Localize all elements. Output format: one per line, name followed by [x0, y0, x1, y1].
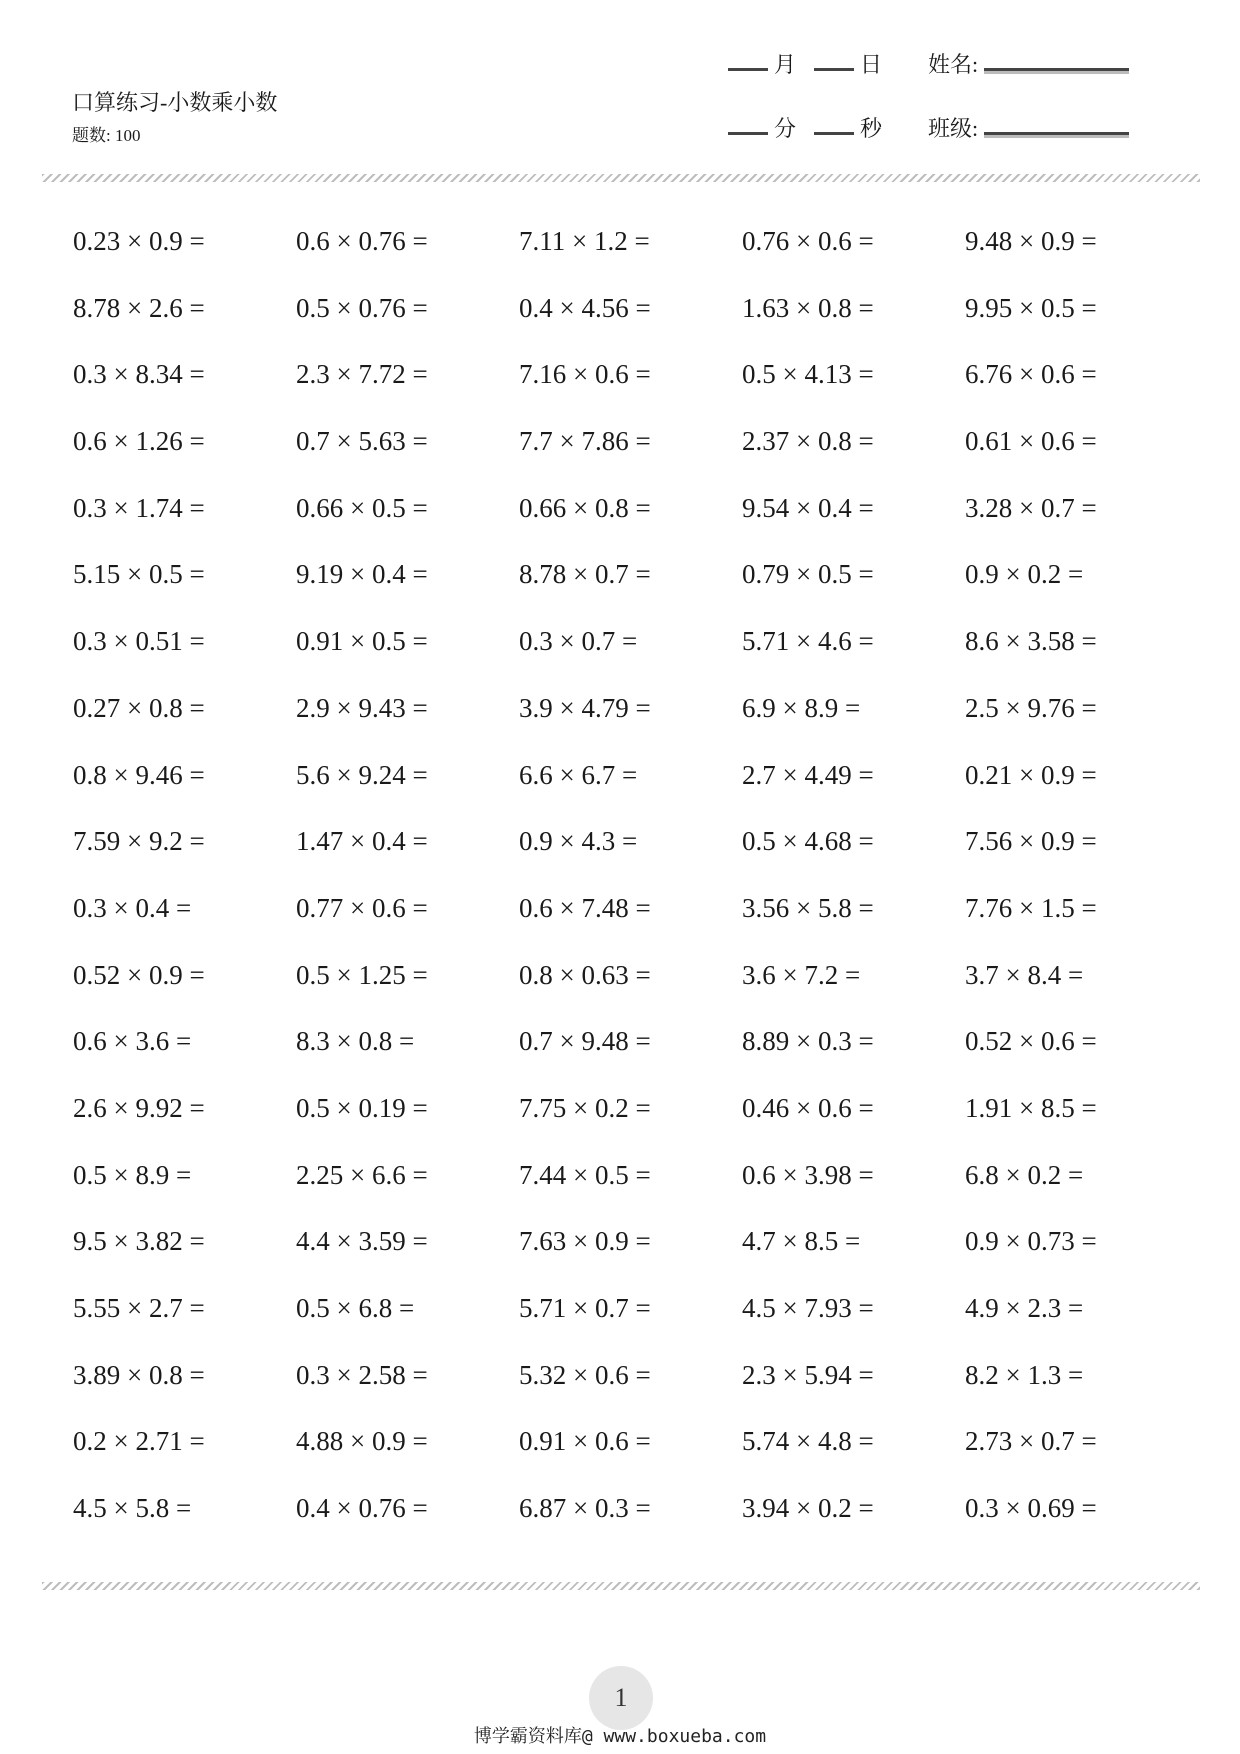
problem-item: 2.73 × 0.7 = — [965, 1426, 1097, 1457]
problem-item: 4.5 × 5.8 = — [73, 1493, 192, 1524]
problem-item: 0.4 × 4.56 = — [519, 292, 651, 323]
date-field[interactable] — [728, 48, 900, 79]
problem-item: 3.28 × 0.7 = — [965, 492, 1097, 523]
problem-row — [73, 1360, 1188, 1427]
problem-item: 2.3 × 7.72 = — [296, 359, 428, 390]
problem-item: 0.3 × 0.7 = — [519, 626, 638, 657]
problem-item: 0.6 × 3.6 = — [73, 1026, 192, 1057]
problem-row — [73, 293, 1188, 360]
problem-item: 2.9 × 9.43 = — [296, 692, 428, 723]
name-label: 姓名: — [928, 52, 979, 77]
problem-item: 9.48 × 0.9 = — [965, 226, 1097, 256]
problem-item: 6.9 × 8.9 = — [742, 692, 861, 723]
problem-item: 0.7 × 5.63 = — [296, 426, 428, 457]
month-blank[interactable] — [728, 67, 768, 71]
problem-item: 0.6 × 0.76 = — [296, 226, 428, 256]
problem-item: 5.55 × 2.7 = — [73, 1293, 205, 1323]
class-field[interactable] — [928, 112, 1129, 143]
problem-item: 0.3 × 0.69 = — [965, 1493, 1097, 1524]
class-blank[interactable] — [984, 131, 1129, 135]
problem-item: 4.88 × 0.9 = — [296, 1426, 428, 1457]
problem-item: 0.52 × 0.6 = — [965, 1026, 1097, 1057]
problem-item: 3.9 × 4.79 = — [519, 692, 651, 723]
problem-row — [73, 893, 1188, 960]
problem-item: 0.23 × 0.9 = — [73, 226, 205, 256]
problem-item: 4.7 × 8.5 = — [742, 1226, 861, 1257]
problem-item: 0.91 × 0.5 = — [296, 626, 428, 657]
bottom-divider — [42, 1582, 1200, 1590]
problem-item: 7.7 × 7.86 = — [519, 426, 651, 457]
minute-label: 分 — [774, 116, 797, 141]
problem-item: 0.79 × 0.5 = — [742, 559, 874, 590]
problem-item: 7.75 × 0.2 = — [519, 1092, 651, 1123]
problem-item: 3.56 × 5.8 = — [742, 892, 874, 923]
problem-item: 0.61 × 0.6 = — [965, 426, 1097, 457]
problem-row — [73, 559, 1188, 626]
problem-row — [73, 426, 1188, 493]
top-divider — [42, 174, 1200, 182]
problem-item: 0.3 × 8.34 = — [73, 359, 205, 390]
problem-item: 0.5 × 4.68 = — [742, 826, 874, 857]
problem-item: 2.7 × 4.49 = — [742, 759, 874, 790]
problem-item: 0.9 × 0.2 = — [965, 559, 1084, 590]
problem-row — [73, 493, 1188, 560]
problem-item: 0.3 × 0.51 = — [73, 626, 205, 657]
problem-row — [73, 1226, 1188, 1293]
problem-item: 0.66 × 0.8 = — [519, 492, 651, 523]
problem-item: 0.6 × 1.26 = — [73, 426, 205, 457]
month-label: 月 — [774, 52, 797, 77]
problem-item: 0.5 × 4.13 = — [742, 359, 874, 390]
problem-item: 4.9 × 2.3 = — [965, 1293, 1084, 1323]
name-blank[interactable] — [984, 67, 1129, 71]
problem-grid — [73, 226, 1188, 1560]
problem-item: 0.91 × 0.6 = — [519, 1426, 651, 1457]
problem-item: 6.8 × 0.2 = — [965, 1159, 1084, 1190]
problem-item: 2.6 × 9.92 = — [73, 1092, 205, 1123]
name-field[interactable] — [928, 48, 1129, 79]
problem-item: 2.5 × 9.76 = — [965, 692, 1097, 723]
problem-item: 0.5 × 1.25 = — [296, 959, 428, 990]
problem-item: 1.91 × 8.5 = — [965, 1092, 1097, 1123]
problem-item: 6.6 × 6.7 = — [519, 759, 638, 790]
problem-item: 0.6 × 7.48 = — [519, 892, 651, 923]
problem-item: 0.7 × 9.48 = — [519, 1026, 651, 1057]
problem-item: 8.78 × 2.6 = — [73, 292, 205, 323]
problem-item: 0.5 × 0.76 = — [296, 292, 428, 323]
class-label: 班级: — [928, 116, 979, 141]
problem-row — [73, 226, 1188, 293]
problem-item: 9.19 × 0.4 = — [296, 559, 428, 590]
problem-row — [73, 960, 1188, 1027]
problem-item: 0.6 × 3.98 = — [742, 1159, 874, 1190]
problem-item: 7.44 × 0.5 = — [519, 1159, 651, 1190]
time-field[interactable] — [728, 112, 900, 143]
problem-item: 0.3 × 2.58 = — [296, 1359, 428, 1390]
problem-row — [73, 1026, 1188, 1093]
minute-blank[interactable] — [728, 131, 768, 135]
problem-item: 2.37 × 0.8 = — [742, 426, 874, 457]
problem-item: 5.71 × 0.7 = — [519, 1293, 651, 1323]
problem-item: 7.56 × 0.9 = — [965, 826, 1097, 857]
problem-item: 9.54 × 0.4 = — [742, 492, 874, 523]
problem-item: 8.78 × 0.7 = — [519, 559, 651, 590]
problem-item: 0.2 × 2.71 = — [73, 1426, 205, 1457]
problem-item: 6.87 × 0.3 = — [519, 1493, 651, 1524]
problem-row — [73, 826, 1188, 893]
problem-item: 5.74 × 4.8 = — [742, 1426, 874, 1457]
problem-item: 2.3 × 5.94 = — [742, 1359, 874, 1390]
problem-item: 4.5 × 7.93 = — [742, 1293, 874, 1323]
problem-item: 0.5 × 6.8 = — [296, 1293, 415, 1323]
problem-item: 5.32 × 0.6 = — [519, 1359, 651, 1390]
problem-row — [73, 626, 1188, 693]
problem-row — [73, 359, 1188, 426]
problem-item: 7.63 × 0.9 = — [519, 1226, 651, 1257]
problem-item: 0.52 × 0.9 = — [73, 959, 205, 990]
day-label: 日 — [860, 52, 883, 77]
problem-row — [73, 760, 1188, 827]
problem-item: 2.25 × 6.6 = — [296, 1159, 428, 1190]
problem-item: 0.5 × 0.19 = — [296, 1092, 428, 1123]
problem-item: 0.76 × 0.6 = — [742, 226, 874, 256]
problem-item: 7.16 × 0.6 = — [519, 359, 651, 390]
problem-item: 9.5 × 3.82 = — [73, 1226, 205, 1257]
problem-item: 3.94 × 0.2 = — [742, 1493, 874, 1524]
problem-row — [73, 1293, 1188, 1360]
problem-item: 0.3 × 0.4 = — [73, 892, 192, 923]
problem-item: 1.63 × 0.8 = — [742, 292, 874, 323]
source-watermark: 博学霸资料库@ www.boxueba.com — [473, 1726, 767, 1747]
problem-item: 0.21 × 0.9 = — [965, 759, 1097, 790]
problem-row — [73, 1493, 1188, 1560]
problem-item: 5.71 × 4.6 = — [742, 626, 874, 657]
problem-item: 0.8 × 9.46 = — [73, 759, 205, 790]
problem-item: 0.5 × 8.9 = — [73, 1159, 192, 1190]
problem-item: 7.11 × 1.2 = — [519, 226, 650, 256]
problem-item: 0.46 × 0.6 = — [742, 1092, 874, 1123]
problem-item: 3.7 × 8.4 = — [965, 959, 1084, 990]
problem-row — [73, 693, 1188, 760]
problem-item: 5.15 × 0.5 = — [73, 559, 205, 590]
problem-row — [73, 1093, 1188, 1160]
problem-item: 8.89 × 0.3 = — [742, 1026, 874, 1057]
problem-count: 题数: 100 — [72, 126, 141, 145]
problem-item: 0.66 × 0.5 = — [296, 492, 428, 523]
day-blank[interactable] — [814, 67, 854, 71]
problem-item: 3.6 × 7.2 = — [742, 959, 861, 990]
problem-item: 5.6 × 9.24 = — [296, 759, 428, 790]
problem-item: 4.4 × 3.59 = — [296, 1226, 428, 1257]
problem-item: 0.9 × 4.3 = — [519, 826, 638, 857]
problem-item: 0.9 × 0.73 = — [965, 1226, 1097, 1257]
problem-item: 0.4 × 0.76 = — [296, 1493, 428, 1524]
problem-item: 7.76 × 1.5 = — [965, 892, 1097, 923]
problem-item: 0.77 × 0.6 = — [296, 892, 428, 923]
problem-row — [73, 1426, 1188, 1493]
problem-item: 0.3 × 1.74 = — [73, 492, 205, 523]
problem-item: 6.76 × 0.6 = — [965, 359, 1097, 390]
second-blank[interactable] — [814, 131, 854, 135]
worksheet-title: 口算练习-小数乘小数 — [72, 90, 278, 115]
problem-item: 8.3 × 0.8 = — [296, 1026, 415, 1057]
second-label: 秒 — [860, 116, 883, 141]
problem-item: 9.95 × 0.5 = — [965, 292, 1097, 323]
problem-item: 3.89 × 0.8 = — [73, 1359, 205, 1390]
problem-item: 7.59 × 9.2 = — [73, 826, 205, 857]
problem-item: 1.47 × 0.4 = — [296, 826, 428, 857]
problem-item: 8.2 × 1.3 = — [965, 1359, 1084, 1390]
problem-row — [73, 1160, 1188, 1227]
problem-item: 0.8 × 0.63 = — [519, 959, 651, 990]
problem-item: 0.27 × 0.8 = — [73, 692, 205, 723]
problem-item: 8.6 × 3.58 = — [965, 626, 1097, 657]
page-number: 1 — [589, 1666, 653, 1730]
